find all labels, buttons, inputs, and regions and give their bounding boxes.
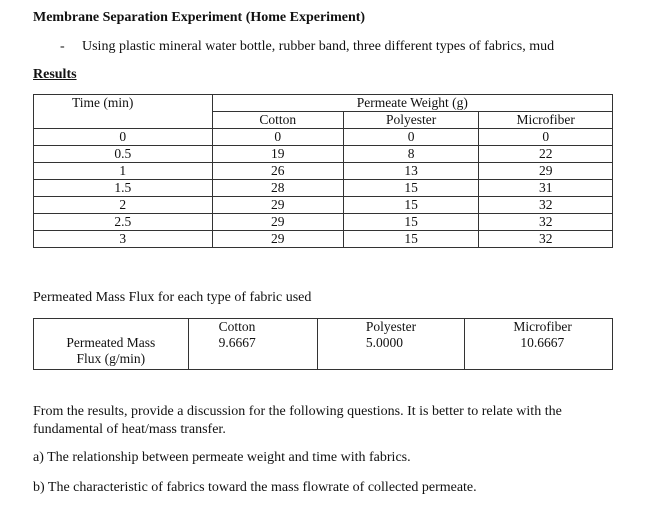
- microfiber-cell: 32: [479, 231, 613, 248]
- polyester-flux-value: 5.0000: [317, 335, 465, 370]
- cotton-cell: 29: [212, 197, 343, 214]
- time-header-blank: [34, 112, 213, 129]
- bullet-text: Using plastic mineral water bottle, rubber band, three different types of fabrics, mud: [82, 39, 555, 54]
- cotton-cell: 19: [212, 146, 343, 163]
- permeate-weight-header: Permeate Weight (g): [212, 95, 612, 112]
- table-row: [34, 146, 613, 163]
- fabric-header-row: [34, 112, 613, 129]
- document-title: Membrane Separation Experiment (Home Experiment): [33, 10, 366, 25]
- table-row: [34, 180, 613, 197]
- microfiber-header: Microfiber: [465, 319, 613, 336]
- cotton-header: Cotton: [188, 319, 317, 336]
- time-cell: 2.5: [34, 214, 213, 231]
- polyester-cell: 15: [343, 231, 478, 248]
- time-cell: 1: [34, 163, 213, 180]
- polyester-cell: 15: [343, 197, 478, 214]
- flux-header-row: [34, 319, 613, 336]
- microfiber-header: Microfiber: [479, 112, 613, 129]
- question-b: b) The characteristic of fabrics toward the mass flowrate of collected permeate.: [33, 480, 477, 495]
- time-cell: 2: [34, 197, 213, 214]
- table-header-row: [34, 95, 613, 112]
- cotton-flux-value: 9.6667: [188, 335, 317, 370]
- table-row: [34, 129, 613, 146]
- microfiber-flux-value: 10.6667: [465, 335, 613, 370]
- polyester-cell: 15: [343, 214, 478, 231]
- microfiber-cell: 31: [479, 180, 613, 197]
- microfiber-cell: 32: [479, 197, 613, 214]
- flux-heading: Permeated Mass Flux for each type of fabric used: [33, 290, 312, 305]
- polyester-header: Polyester: [343, 112, 478, 129]
- polyester-cell: 0: [343, 129, 478, 146]
- microfiber-cell: 22: [479, 146, 613, 163]
- results-heading: Results: [33, 67, 77, 82]
- flux-row-label-line2: Flux (g/min): [76, 351, 146, 366]
- time-cell: 0: [34, 129, 213, 146]
- table-row: [34, 231, 613, 248]
- flux-row-label: [34, 335, 189, 370]
- flux-label-blank: [34, 319, 189, 336]
- polyester-cell: 15: [343, 180, 478, 197]
- cotton-cell: 29: [212, 231, 343, 248]
- microfiber-cell: 29: [479, 163, 613, 180]
- mass-flux-table: [33, 318, 613, 370]
- table-row: [34, 197, 613, 214]
- time-cell: 0.5: [34, 146, 213, 163]
- bullet-dash: -: [60, 39, 65, 54]
- microfiber-cell: 0: [479, 129, 613, 146]
- polyester-cell: 13: [343, 163, 478, 180]
- cotton-cell: 0: [212, 129, 343, 146]
- question-a: a) The relationship between permeate weight and time with fabrics.: [33, 450, 411, 465]
- permeate-weight-table: [33, 94, 613, 248]
- time-cell: 3: [34, 231, 213, 248]
- time-cell: 1.5: [34, 180, 213, 197]
- microfiber-cell: 32: [479, 214, 613, 231]
- cotton-header: Cotton: [212, 112, 343, 129]
- polyester-header: Polyester: [317, 319, 465, 336]
- cotton-cell: 29: [212, 214, 343, 231]
- polyester-cell: 8: [343, 146, 478, 163]
- time-header: Time (min): [34, 95, 213, 112]
- table-row: [34, 214, 613, 231]
- flux-row-label-line1: Permeated Mass: [66, 335, 156, 350]
- materials-bullet: [60, 39, 554, 55]
- flux-value-row: [34, 335, 613, 370]
- discussion-intro: From the results, provide a discussion for the following questions. It is better to relate with the fundamental of heat/mass transfer.: [33, 404, 562, 437]
- cotton-cell: 28: [212, 180, 343, 197]
- table-row: [34, 163, 613, 180]
- cotton-cell: 26: [212, 163, 343, 180]
